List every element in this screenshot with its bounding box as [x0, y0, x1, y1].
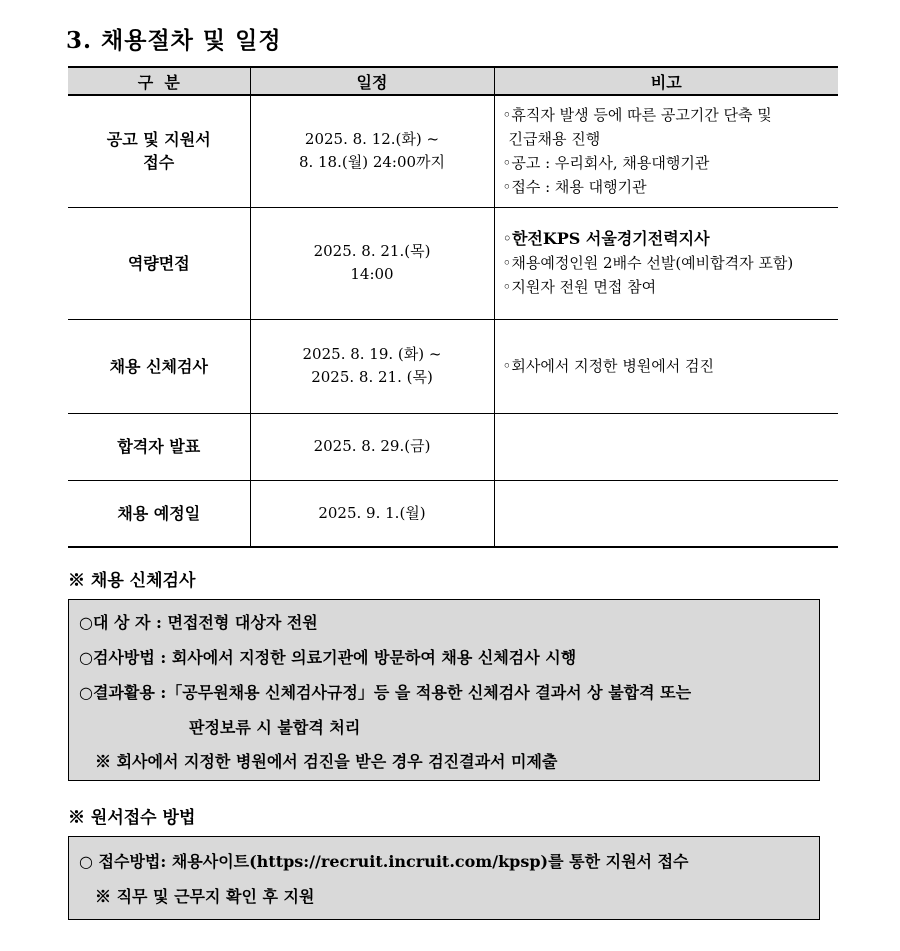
- category-text: 역량면접: [127, 253, 190, 273]
- application-method: ○ 접수방법: 채용사이트(https://recruit.incruit.com/kpsp)를 통한 지원서 접수: [79, 852, 689, 871]
- section-title: 3. 채용절차 및 일정: [66, 27, 282, 54]
- application-box: [68, 836, 820, 920]
- schedule-text: 14:00: [350, 265, 394, 283]
- schedule-text: 2025. 8. 19. (화) ~: [302, 345, 442, 363]
- notes-cell: [494, 95, 838, 207]
- table-row: [68, 95, 838, 207]
- application-note: ※ 직무 및 근무지 확인 후 지원: [95, 887, 315, 906]
- category-cell: [68, 207, 250, 319]
- category-text: 채용 신체검사: [109, 356, 208, 376]
- health-check-note: ※ 회사에서 지정한 병원에서 검진을 받은 경우 검진결과서 미제출: [95, 752, 558, 771]
- table-row: [68, 480, 838, 547]
- health-check-method: ○검사방법 : 회사에서 지정한 의료기관에 방문하여 채용 신체검사 시행: [79, 648, 577, 667]
- note-text: ◦공고 : 우리회사, 채용대행기관: [502, 154, 710, 173]
- category-text: 채용 예정일: [117, 503, 201, 523]
- category-text: 공고 및 지원서: [106, 130, 211, 150]
- category-cell: [68, 413, 250, 480]
- health-check-usage: ○결과활용 :「공무원채용 신체검사규정」등 을 적용한 신체검사 결과서 상 불합격 또는: [79, 683, 692, 702]
- table-row: [68, 319, 838, 413]
- category-cell: [68, 95, 250, 207]
- note-text: ◦채용예정인원 2배수 선발(예비합격자 포함): [502, 254, 794, 272]
- header-schedule: 일정: [250, 67, 494, 95]
- schedule-text: 2025. 8. 29.(금): [313, 437, 431, 455]
- health-check-target: ○대 상 자 : 면접전형 대상자 전원: [79, 613, 318, 632]
- schedule-cell: [250, 319, 494, 413]
- schedule-text: 8. 18.(월) 24:00까지: [298, 153, 446, 172]
- schedule-text: 2025. 8. 12.(화) ~: [304, 130, 440, 149]
- schedule-text: 2025. 8. 21. (목): [311, 368, 433, 386]
- schedule-cell: [250, 413, 494, 480]
- note-text: ◦회사에서 지정한 병원에서 검진: [502, 357, 715, 375]
- schedule-text: 2025. 9. 1.(월): [318, 503, 426, 522]
- category-text: 합격자 발표: [117, 437, 201, 456]
- header-category: 구 분: [68, 67, 250, 95]
- schedule-cell: [250, 480, 494, 547]
- note-text: ◦지원자 전원 면접 참여: [502, 278, 657, 296]
- table-row: [68, 413, 838, 480]
- table-row: [68, 207, 838, 319]
- notes-cell: [494, 207, 838, 319]
- notes-cell: [494, 319, 838, 413]
- note-text: ◦휴직자 발생 등에 따른 공고기간 단축 및: [502, 106, 772, 125]
- health-check-box: [68, 599, 820, 781]
- application-heading: ※ 원서접수 방법: [68, 808, 196, 828]
- schedule-text: 2025. 8. 21.(목): [313, 242, 431, 260]
- note-text: ◦한전KPS 서울경기전력지사: [502, 229, 710, 248]
- note-text: ◦접수 : 채용 대행기관: [502, 178, 647, 197]
- category-text: 접수: [143, 153, 175, 173]
- schedule-table: [68, 66, 838, 548]
- header-notes: 비고: [494, 67, 838, 95]
- category-cell: [68, 319, 250, 413]
- notes-cell: [494, 480, 838, 547]
- table-header-row: [68, 67, 838, 95]
- schedule-cell: [250, 95, 494, 207]
- health-check-heading: ※ 채용 신체검사: [68, 571, 196, 591]
- health-check-usage-cont: 판정보류 시 불합격 처리: [189, 718, 361, 737]
- note-text: 긴급채용 진행: [508, 130, 601, 149]
- notes-cell: [494, 413, 838, 480]
- category-cell: [68, 480, 250, 547]
- schedule-cell: [250, 207, 494, 319]
